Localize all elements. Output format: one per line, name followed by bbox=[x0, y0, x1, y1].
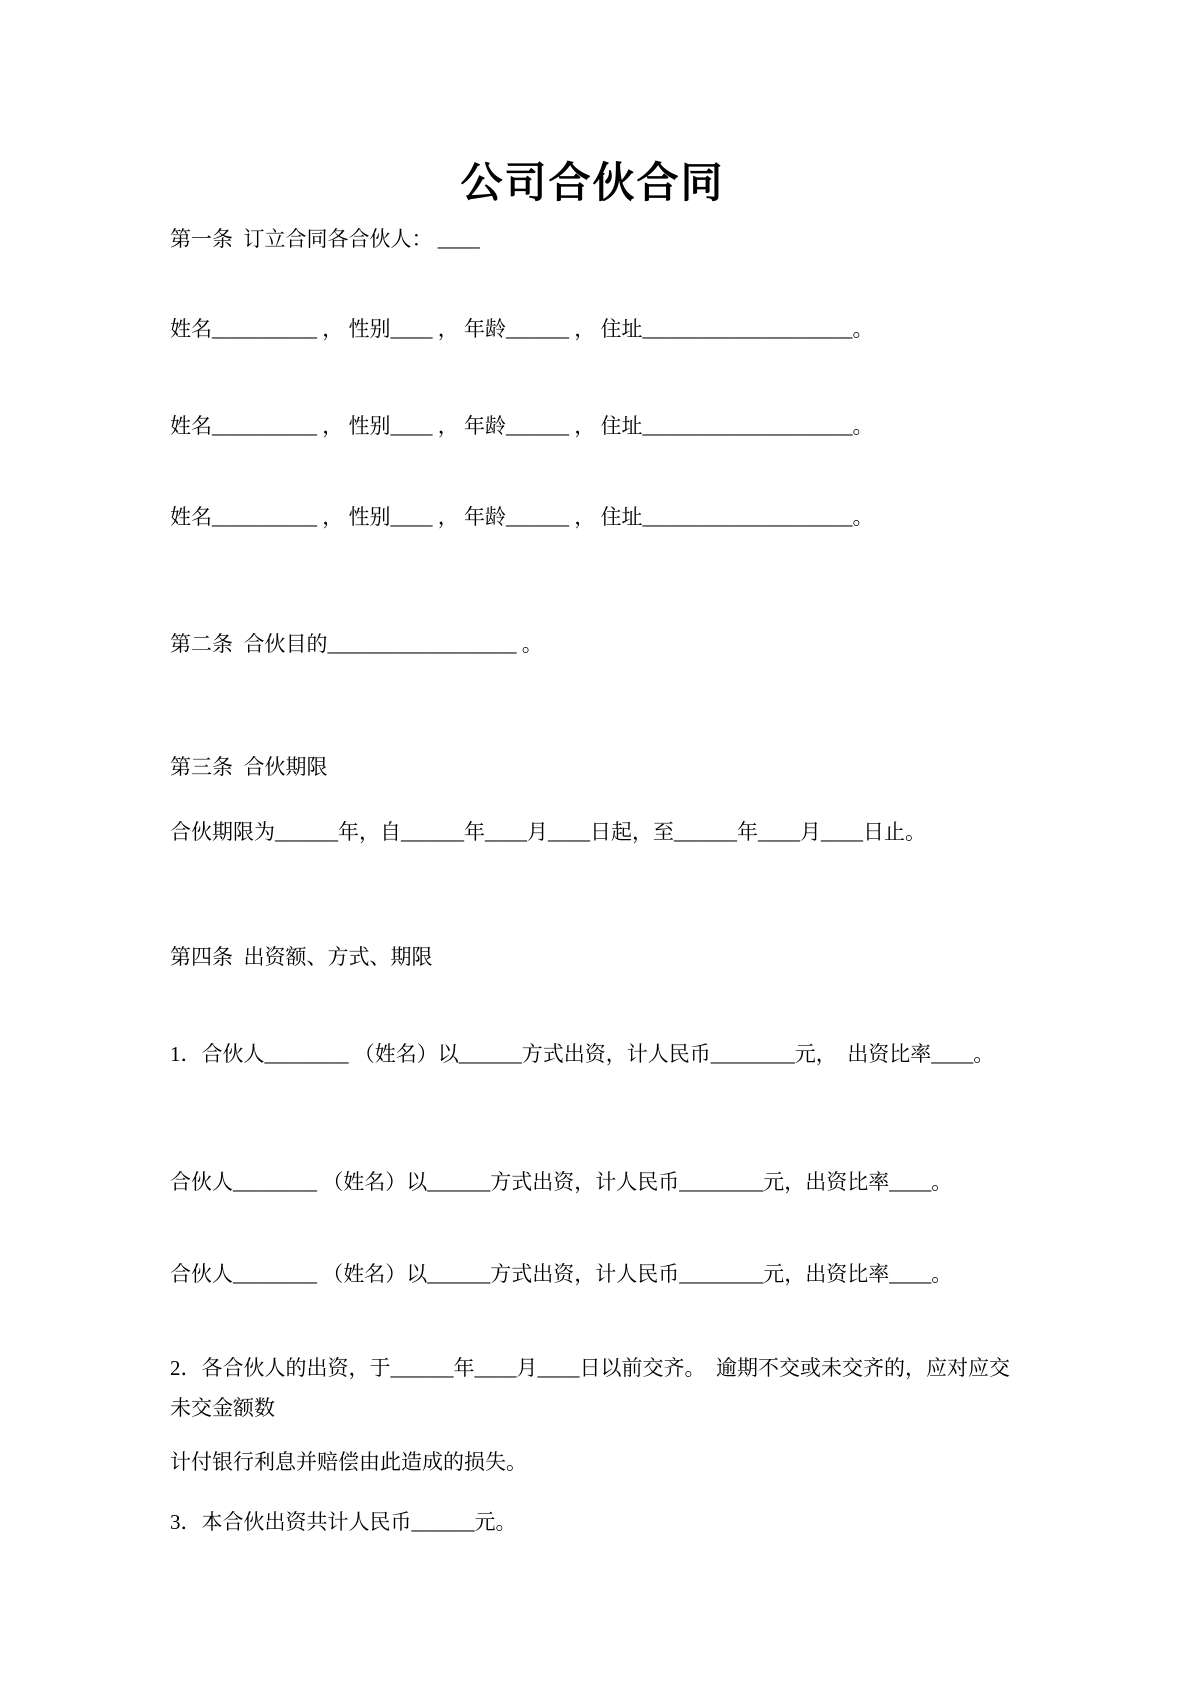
document-title: 公司合伙合同 bbox=[460, 161, 725, 207]
clause-2-heading: 第二条 合伙目的__________________ 。 bbox=[170, 632, 543, 656]
partnership-term-line: 合伙期限为______年，自______年____月____日起，至______年____月____日止。 bbox=[170, 820, 926, 844]
clause-3-heading: 第三条 合伙期限 bbox=[170, 755, 328, 779]
partner-name-line-2: 姓名__________ ， 性别____ ， 年龄______ ， 住址____________________。 bbox=[170, 414, 874, 438]
contribution-item-1: 1．合伙人________ （姓名）以______方式出资，计人民币________元， 出资比率____。 bbox=[170, 1042, 995, 1066]
contribution-partner-line-2: 合伙人________ （姓名）以______方式出资，计人民币________元，出资比率____。 bbox=[170, 1170, 953, 1194]
partner-name-line-3: 姓名__________ ， 性别____ ， 年龄______ ， 住址____________________。 bbox=[170, 505, 874, 529]
contribution-partner-line-3: 合伙人________ （姓名）以______方式出资，计人民币________元，出资比率____。 bbox=[170, 1262, 953, 1286]
contribution-item-3: 3．本合伙出资共计人民币______元。 bbox=[170, 1510, 517, 1534]
clause-1-heading: 第一条 订立合同各合伙人： ____ bbox=[170, 227, 480, 251]
clause-4-heading: 第四条 出资额、方式、期限 bbox=[170, 945, 433, 969]
contribution-item-2-continued: 计付银行利息并赔偿由此造成的损失。 bbox=[170, 1450, 527, 1474]
partner-name-line-1: 姓名__________ ， 性别____ ， 年龄______ ， 住址____________________。 bbox=[170, 317, 874, 341]
contribution-item-2: 2．各合伙人的出资，于______年____月____日以前交齐。 逾期不交或未交齐的，应对应交未交金额数 bbox=[170, 1356, 1010, 1420]
